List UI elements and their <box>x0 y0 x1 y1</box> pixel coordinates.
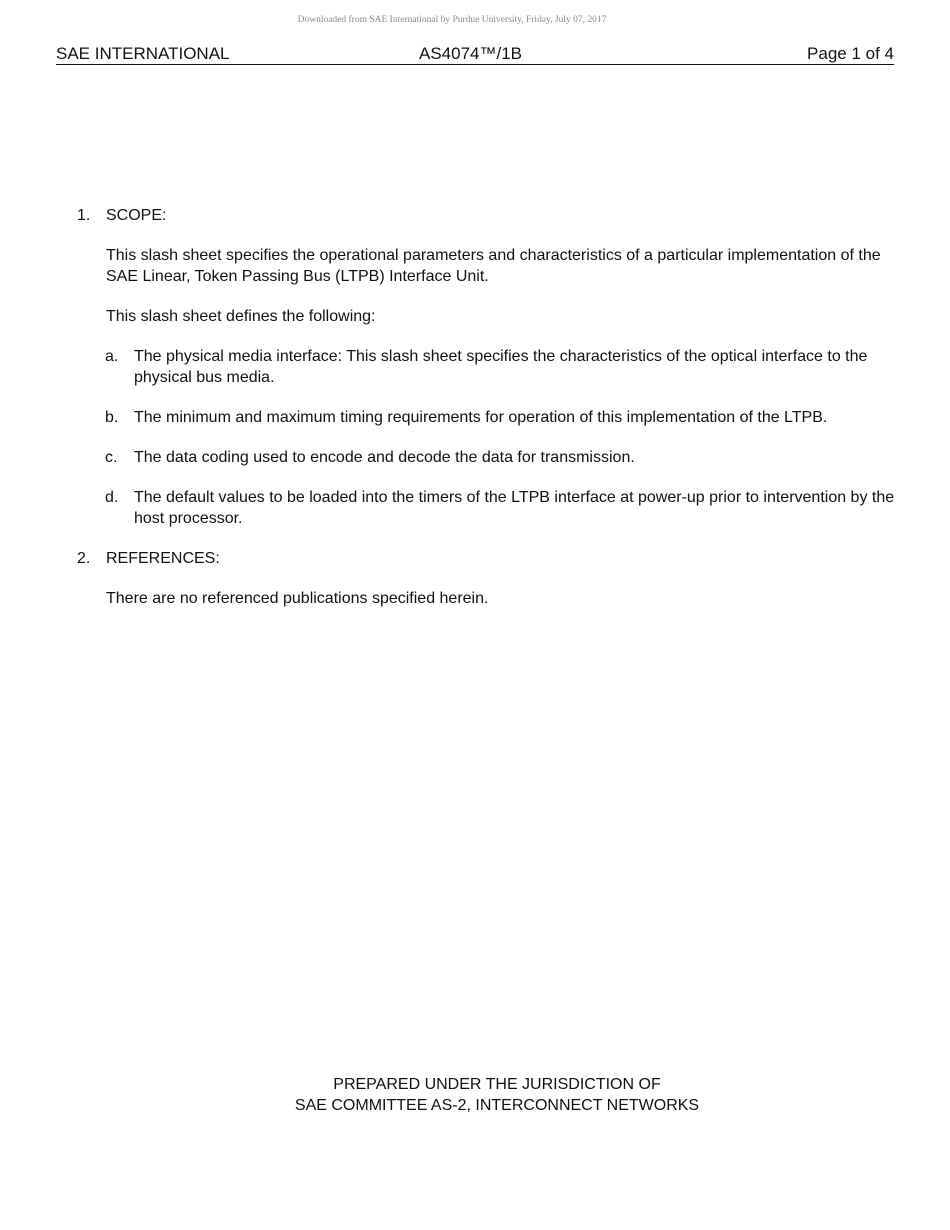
list-item-letter: d. <box>105 489 119 506</box>
section-title: SCOPE: <box>106 207 167 224</box>
scope-paragraph: This slash sheet specifies the operational parameters and characteristics of a particular implementation of the SAE Linear, Token Passing Bus (LTPB) Interface Unit. <box>106 247 881 285</box>
list-item-letter: a. <box>105 348 119 365</box>
jurisdiction-footer <box>0 1074 950 1116</box>
footer-line: PREPARED UNDER THE JURISDICTION OF <box>333 1076 661 1093</box>
section-number: 2. <box>77 550 91 567</box>
scope-paragraph: This slash sheet defines the following: <box>106 308 376 325</box>
list-item-text: The data coding used to encode and decode the data for transmission. <box>134 449 635 466</box>
section-number: 1. <box>77 207 91 224</box>
header-organization: SAE INTERNATIONAL <box>56 44 230 63</box>
document-body <box>77 205 897 609</box>
list-item-letter: c. <box>105 449 118 466</box>
list-item-text: The minimum and maximum timing requirements for operation of this implementation of the LTPB. <box>134 409 828 426</box>
footer-line: SAE COMMITTEE AS-2, INTERCONNECT NETWORKS <box>294 1097 700 1114</box>
list-item <box>105 487 897 529</box>
references-paragraph: There are no referenced publications specified herein. <box>106 590 489 607</box>
download-notice: Downloaded from SAE International by Purdue University, Friday, July 07, 2017 <box>297 15 607 25</box>
page-header <box>56 44 894 65</box>
list-item <box>105 407 897 428</box>
header-document-number: AS4074™/1B <box>419 44 523 63</box>
list-item <box>105 447 897 468</box>
list-item-text: The physical media interface: This slash sheet specifies the characteristics of the optical interface to the physical bus media. <box>134 348 868 386</box>
section-heading-references <box>77 548 897 569</box>
header-page-info: Page 1 of 4 <box>807 44 894 63</box>
list-item <box>105 346 897 388</box>
section-heading-scope <box>77 205 897 226</box>
list-item-letter: b. <box>105 409 119 426</box>
section-title: REFERENCES: <box>106 550 220 567</box>
list-item-text: The default values to be loaded into the timers of the LTPB interface at power-up prior to intervention by the host processor. <box>134 489 895 527</box>
